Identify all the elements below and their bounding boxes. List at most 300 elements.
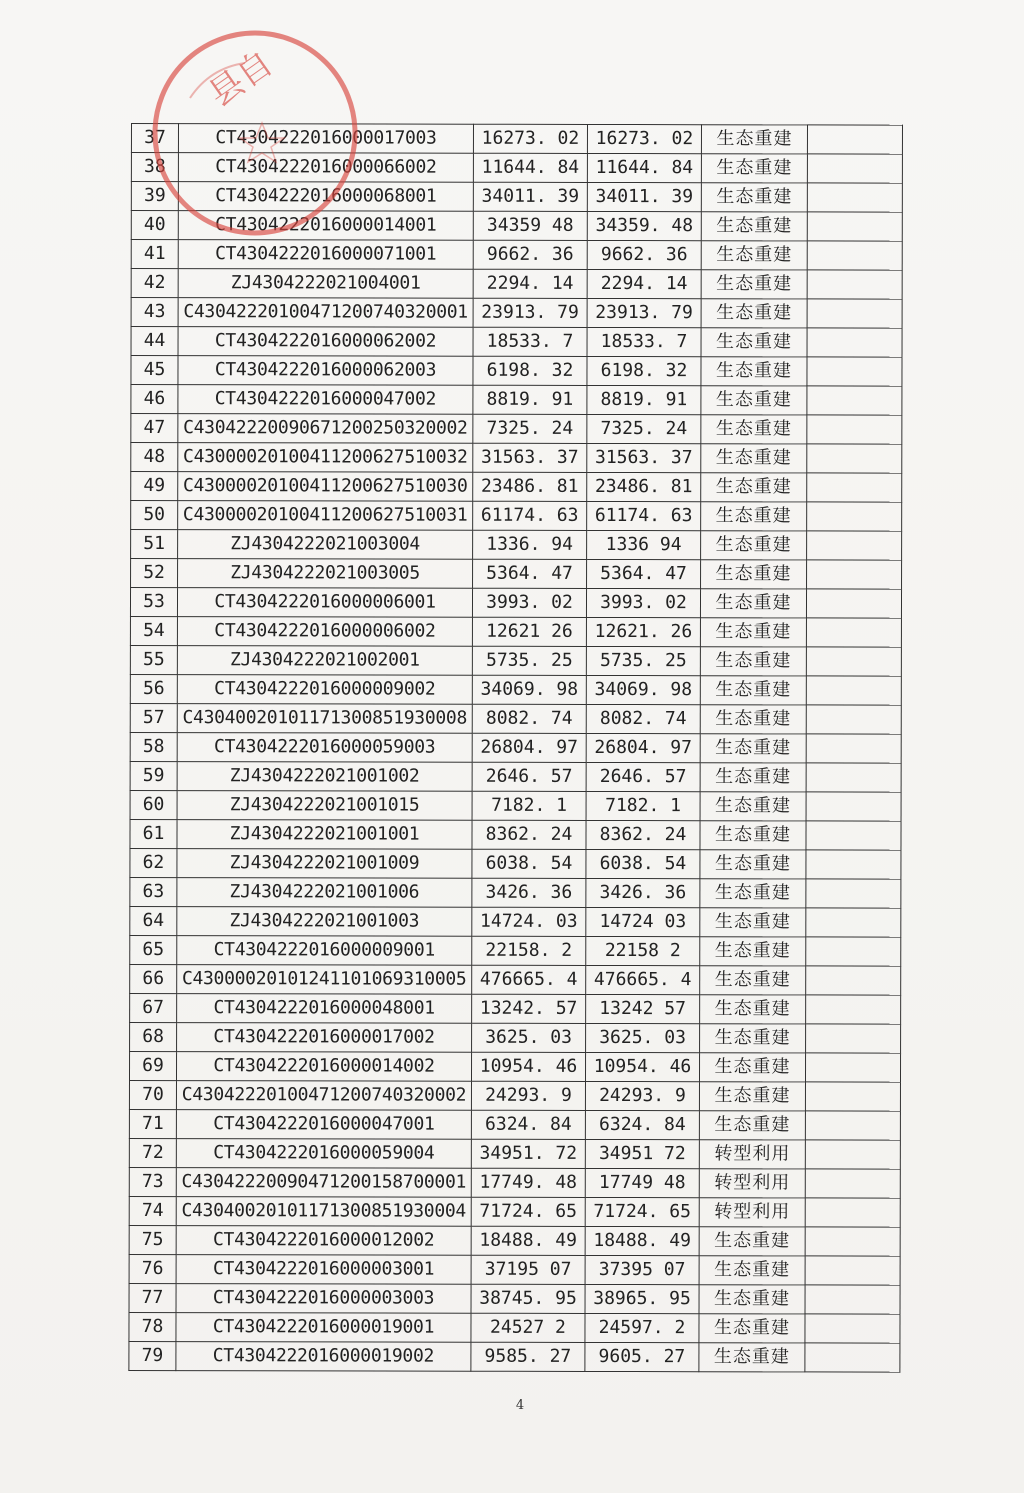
parcel-code: C43042220090471200158700001 — [176, 1168, 471, 1198]
row-number: 77 — [129, 1283, 176, 1312]
area-value-1: 12621 26 — [472, 617, 586, 646]
remarks-cell — [805, 1314, 900, 1343]
remarks-cell — [807, 328, 902, 357]
land-use-type: 生态重建 — [699, 1227, 805, 1256]
remarks-cell — [807, 386, 902, 415]
land-use-type: 生态重建 — [701, 444, 807, 473]
land-use-type: 生态重建 — [699, 1285, 805, 1314]
remarks-cell — [806, 705, 901, 734]
table-row — [131, 182, 902, 213]
parcel-code: ZJ4304222021001009 — [177, 849, 472, 879]
area-value-1: 8082. 74 — [472, 704, 586, 733]
parcel-table — [128, 123, 903, 1373]
table-row — [130, 588, 901, 619]
row-number: 54 — [130, 616, 177, 645]
area-value-1: 6038. 54 — [472, 849, 586, 878]
area-value-2: 5364. 47 — [587, 559, 701, 588]
table-row — [131, 530, 902, 561]
remarks-cell — [805, 1227, 900, 1256]
row-number: 58 — [130, 732, 177, 761]
remarks-cell — [805, 1111, 900, 1140]
table-row — [131, 414, 902, 445]
remarks-cell — [807, 270, 902, 299]
area-value-1: 8362. 24 — [472, 820, 586, 849]
remarks-cell — [807, 502, 902, 531]
land-use-type: 生态重建 — [700, 1024, 806, 1053]
land-use-type: 生态重建 — [701, 357, 807, 386]
area-value-2: 26804. 97 — [586, 733, 700, 762]
area-value-2: 23486. 81 — [587, 472, 701, 501]
row-number: 76 — [129, 1254, 176, 1283]
row-number: 55 — [130, 645, 177, 674]
parcel-code: CT4304222016000014002 — [176, 1052, 471, 1082]
land-use-type: 生态重建 — [700, 792, 806, 821]
area-value-1: 3426. 36 — [472, 878, 586, 907]
parcel-code: CT4304222016000019001 — [176, 1313, 471, 1343]
remarks-cell — [806, 763, 901, 792]
area-value-2: 34359. 48 — [587, 211, 701, 240]
area-value-2: 2646. 57 — [586, 762, 700, 791]
table-row — [130, 645, 901, 676]
area-value-1: 9662. 36 — [473, 240, 587, 269]
area-value-1: 61174. 63 — [473, 501, 587, 530]
table-row — [131, 443, 902, 474]
area-value-1: 24527 2 — [471, 1313, 585, 1342]
parcel-table-body — [129, 124, 903, 1373]
table-row — [129, 1138, 900, 1169]
land-use-type: 生态重建 — [700, 763, 806, 792]
remarks-cell — [806, 1024, 901, 1053]
land-use-type: 生态重建 — [700, 879, 806, 908]
parcel-code: CT4304222016000066002 — [178, 153, 473, 183]
parcel-code: CT4304222016000006002 — [177, 617, 472, 647]
row-number: 41 — [131, 240, 178, 269]
area-value-2: 9605. 27 — [585, 1342, 699, 1371]
area-value-1: 6198. 32 — [473, 356, 587, 385]
row-number: 61 — [130, 819, 177, 848]
remarks-cell — [805, 1285, 900, 1314]
row-number: 48 — [131, 443, 178, 472]
table-row — [130, 935, 901, 966]
area-value-2: 7325. 24 — [587, 414, 701, 443]
remarks-cell — [805, 1169, 900, 1198]
row-number: 62 — [130, 848, 177, 877]
area-value-1: 10954. 46 — [471, 1052, 585, 1081]
area-value-1: 5364. 47 — [473, 559, 587, 588]
table-row — [129, 1225, 900, 1256]
area-value-2: 24293. 9 — [585, 1081, 699, 1110]
table-row — [131, 298, 902, 329]
parcel-code: ZJ4304222021001015 — [177, 791, 472, 821]
remarks-cell — [806, 937, 901, 966]
row-number: 45 — [131, 356, 178, 385]
area-value-2: 38965. 95 — [585, 1284, 699, 1313]
row-number: 64 — [130, 906, 177, 935]
table-row — [131, 501, 902, 532]
remarks-cell — [806, 850, 901, 879]
land-use-type: 生态重建 — [701, 270, 807, 299]
table-row — [129, 1341, 900, 1372]
area-value-1: 23913. 79 — [473, 298, 587, 327]
row-number: 51 — [131, 530, 178, 559]
area-value-2: 8082. 74 — [586, 704, 700, 733]
remarks-cell — [807, 212, 902, 241]
parcel-code: CT4304222016000014001 — [178, 211, 473, 241]
parcel-code: ZJ4304222021001002 — [177, 762, 472, 792]
area-value-2: 37395 07 — [585, 1255, 699, 1284]
table-row — [129, 1167, 900, 1198]
area-value-1: 3993. 02 — [472, 588, 586, 617]
table-row — [131, 385, 902, 416]
land-use-type: 生态重建 — [701, 183, 807, 212]
land-use-type: 生态重建 — [701, 386, 807, 415]
land-use-type: 生态重建 — [700, 705, 806, 734]
area-value-2: 7182. 1 — [586, 791, 700, 820]
land-use-type: 生态重建 — [700, 821, 806, 850]
area-value-2: 6198. 32 — [587, 356, 701, 385]
parcel-code: CT4304222016000071001 — [178, 240, 473, 270]
row-number: 72 — [129, 1138, 176, 1167]
land-use-type: 生态重建 — [700, 937, 806, 966]
remarks-cell — [806, 589, 901, 618]
land-use-type: 生态重建 — [701, 560, 807, 589]
row-number: 65 — [130, 935, 177, 964]
remarks-cell — [807, 531, 902, 560]
land-use-type: 生态重建 — [699, 1314, 805, 1343]
area-value-1: 8819. 91 — [473, 385, 587, 414]
row-number: 47 — [131, 414, 178, 443]
area-value-2: 11644. 84 — [587, 153, 701, 182]
area-value-2: 18488. 49 — [585, 1226, 699, 1255]
remarks-cell — [807, 473, 902, 502]
land-use-type: 生态重建 — [700, 589, 806, 618]
remarks-cell — [807, 125, 902, 154]
row-number: 73 — [129, 1167, 176, 1196]
row-number: 38 — [131, 153, 178, 182]
remarks-cell — [805, 1082, 900, 1111]
table-row — [131, 240, 902, 271]
remarks-cell — [806, 676, 901, 705]
area-value-2: 8819. 91 — [587, 385, 701, 414]
area-value-2: 6038. 54 — [586, 849, 700, 878]
area-value-1: 24293. 9 — [471, 1081, 585, 1110]
table-row — [129, 1080, 900, 1111]
area-value-1: 5735. 25 — [472, 646, 586, 675]
row-number: 43 — [131, 298, 178, 327]
land-use-type: 生态重建 — [700, 908, 806, 937]
svg-text:县自: 县自 — [201, 43, 281, 116]
parcel-code: ZJ4304222021004001 — [178, 269, 473, 299]
remarks-cell — [806, 821, 901, 850]
parcel-code: CT4304222016000009001 — [177, 936, 472, 966]
area-value-1: 2646. 57 — [472, 762, 586, 791]
row-number: 69 — [129, 1051, 176, 1080]
parcel-code: C43040020101171300851930004 — [176, 1197, 471, 1227]
parcel-code: CT4304222016000019002 — [176, 1342, 471, 1372]
table-row — [129, 1312, 900, 1343]
area-value-2: 34011. 39 — [587, 182, 701, 211]
area-value-1: 34951. 72 — [471, 1139, 585, 1168]
area-value-2: 6324. 84 — [585, 1110, 699, 1139]
area-value-2: 34069. 98 — [586, 675, 700, 704]
land-use-type: 生态重建 — [700, 966, 806, 995]
parcel-code: CT4304222016000006001 — [177, 588, 472, 618]
land-use-type: 生态重建 — [701, 415, 807, 444]
area-value-2: 22158 2 — [586, 936, 700, 965]
area-value-2: 12621. 26 — [586, 617, 700, 646]
land-use-type: 转型利用 — [699, 1198, 805, 1227]
area-value-1: 18533. 7 — [473, 327, 587, 356]
area-value-1: 1336. 94 — [473, 530, 587, 559]
table-row — [131, 211, 902, 242]
row-number: 50 — [131, 501, 178, 530]
table-row — [129, 1196, 900, 1227]
area-value-1: 34069. 98 — [472, 675, 586, 704]
parcel-code: CT4304222016000068001 — [178, 182, 473, 212]
row-number: 66 — [130, 964, 177, 993]
remarks-cell — [805, 1198, 900, 1227]
row-number: 74 — [129, 1196, 176, 1225]
table-row — [129, 1283, 900, 1314]
row-number: 37 — [131, 124, 178, 153]
row-number: 49 — [131, 472, 178, 501]
table-row — [130, 732, 901, 763]
land-use-type: 转型利用 — [699, 1169, 805, 1198]
row-number: 52 — [131, 559, 178, 588]
table-row — [131, 559, 902, 590]
remarks-cell — [807, 154, 902, 183]
parcel-code: C43040020101171300851930008 — [177, 704, 472, 734]
remarks-cell — [806, 995, 901, 1024]
land-use-type: 生态重建 — [701, 502, 807, 531]
land-use-type: 生态重建 — [701, 531, 807, 560]
area-value-2: 3625. 03 — [586, 1023, 700, 1052]
land-use-type: 生态重建 — [700, 676, 806, 705]
area-value-1: 17749. 48 — [471, 1168, 585, 1197]
area-value-1: 71724. 65 — [471, 1197, 585, 1226]
land-use-type: 生态重建 — [700, 850, 806, 879]
parcel-code: CT4304222016000048001 — [177, 994, 472, 1024]
table-row — [130, 964, 901, 995]
area-value-2: 71724. 65 — [585, 1197, 699, 1226]
row-number: 39 — [131, 182, 178, 211]
remarks-cell — [806, 879, 901, 908]
land-use-type: 生态重建 — [699, 1256, 805, 1285]
table-row — [130, 703, 901, 734]
remarks-cell — [807, 560, 902, 589]
parcel-code: C43042220090671200250320002 — [178, 414, 473, 444]
parcel-code: CT4304222016000062003 — [178, 356, 473, 386]
parcel-code: C43000020100411200627510030 — [178, 472, 473, 502]
row-number: 44 — [131, 327, 178, 356]
remarks-cell — [806, 966, 901, 995]
remarks-cell — [806, 734, 901, 763]
area-value-1: 7325. 24 — [473, 414, 587, 443]
row-number: 46 — [131, 385, 178, 414]
table-row — [130, 906, 901, 937]
area-value-1: 2294. 14 — [473, 269, 587, 298]
area-value-1: 13242. 57 — [472, 994, 586, 1023]
land-use-type: 生态重建 — [700, 618, 806, 647]
parcel-code: CT4304222016000003001 — [176, 1255, 471, 1285]
row-number: 60 — [130, 790, 177, 819]
area-value-2: 34951 72 — [585, 1139, 699, 1168]
area-value-1: 16273. 02 — [473, 124, 587, 153]
area-value-1: 18488. 49 — [471, 1226, 585, 1255]
remarks-cell — [806, 618, 901, 647]
area-value-1: 31563. 37 — [473, 443, 587, 472]
land-use-type: 生态重建 — [699, 1343, 805, 1372]
row-number: 53 — [130, 588, 177, 617]
row-number: 42 — [131, 269, 178, 298]
parcel-code: C43000020101241101069310005 — [177, 965, 472, 995]
area-value-2: 24597. 2 — [585, 1313, 699, 1342]
area-value-2: 2294. 14 — [587, 269, 701, 298]
table-row — [130, 761, 901, 792]
row-number: 40 — [131, 211, 178, 240]
land-use-type: 转型利用 — [699, 1140, 805, 1169]
table-row — [129, 1109, 900, 1140]
remarks-cell — [807, 415, 902, 444]
area-value-2: 17749 48 — [585, 1168, 699, 1197]
land-use-type: 生态重建 — [701, 328, 807, 357]
table-row — [131, 153, 902, 184]
parcel-code: C43042220100471200740320001 — [178, 298, 473, 328]
remarks-cell — [807, 299, 902, 328]
area-value-2: 1336 94 — [587, 530, 701, 559]
table-row — [130, 819, 901, 850]
area-value-1: 22158. 2 — [472, 936, 586, 965]
row-number: 59 — [130, 761, 177, 790]
area-value-2: 31563. 37 — [587, 443, 701, 472]
table-row — [129, 1254, 900, 1285]
remarks-cell — [806, 908, 901, 937]
row-number: 78 — [129, 1312, 176, 1341]
remarks-cell — [807, 444, 902, 473]
area-value-1: 23486. 81 — [473, 472, 587, 501]
remarks-cell — [807, 357, 902, 386]
parcel-code: CT4304222016000047001 — [176, 1110, 471, 1140]
area-value-1: 14724. 03 — [472, 907, 586, 936]
parcel-code: C43000020100411200627510031 — [178, 501, 473, 531]
parcel-code: ZJ4304222021003004 — [178, 530, 473, 560]
area-value-2: 3993. 02 — [586, 588, 700, 617]
table-row — [131, 124, 902, 155]
page-number: 4 — [515, 1398, 525, 1413]
table-row — [130, 790, 901, 821]
table-row — [130, 1022, 901, 1053]
area-value-2: 13242 57 — [586, 994, 700, 1023]
land-use-type: 生态重建 — [699, 1111, 805, 1140]
remarks-cell — [807, 183, 902, 212]
parcel-code: ZJ4304222021002001 — [177, 646, 472, 676]
land-use-type: 生态重建 — [701, 473, 807, 502]
area-value-2: 16273. 02 — [587, 124, 701, 153]
area-value-1: 6324. 84 — [471, 1110, 585, 1139]
land-use-type: 生态重建 — [699, 1053, 805, 1082]
row-number: 57 — [130, 703, 177, 732]
area-value-1: 38745. 95 — [471, 1284, 585, 1313]
area-value-1: 9585. 27 — [471, 1342, 585, 1371]
land-use-type: 生态重建 — [700, 995, 806, 1024]
parcel-code: C43042220100471200740320002 — [176, 1081, 471, 1111]
parcel-code: CT4304222016000017002 — [177, 1023, 472, 1053]
table-row — [131, 269, 902, 300]
area-value-1: 37195 07 — [471, 1255, 585, 1284]
area-value-1: 3625. 03 — [472, 1023, 586, 1052]
parcel-code: CT4304222016000062002 — [178, 327, 473, 357]
land-use-type: 生态重建 — [701, 241, 807, 270]
area-value-2: 476665. 4 — [586, 965, 700, 994]
parcel-code: ZJ4304222021001001 — [177, 820, 472, 850]
parcel-code: CT4304222016000017003 — [178, 124, 473, 154]
land-use-type: 生态重建 — [699, 1082, 805, 1111]
row-number: 67 — [130, 993, 177, 1022]
land-use-type: 生态重建 — [700, 734, 806, 763]
area-value-2: 61174. 63 — [587, 501, 701, 530]
parcel-code: ZJ4304222021003005 — [178, 559, 473, 589]
parcel-code: CT4304222016000047002 — [178, 385, 473, 415]
parcel-code: CT4304222016000059004 — [176, 1139, 471, 1169]
land-use-type: 生态重建 — [701, 154, 807, 183]
area-value-2: 10954. 46 — [585, 1052, 699, 1081]
parcel-code: C43000020100411200627510032 — [178, 443, 473, 473]
area-value-2: 23913. 79 — [587, 298, 701, 327]
row-number: 79 — [129, 1341, 176, 1370]
parcel-code: CT4304222016000059003 — [177, 733, 472, 763]
remarks-cell — [805, 1140, 900, 1169]
parcel-code: ZJ4304222021001006 — [177, 878, 472, 908]
remarks-cell — [805, 1053, 900, 1082]
land-use-type: 生态重建 — [700, 647, 806, 676]
area-value-1: 26804. 97 — [472, 733, 586, 762]
area-value-1: 11644. 84 — [473, 153, 587, 182]
area-value-1: 7182. 1 — [472, 791, 586, 820]
row-number: 70 — [129, 1080, 176, 1109]
area-value-1: 34359 48 — [473, 211, 587, 240]
remarks-cell — [806, 647, 901, 676]
parcel-code: CT4304222016000009002 — [177, 675, 472, 705]
remarks-cell — [805, 1256, 900, 1285]
land-use-type: 生态重建 — [701, 125, 807, 154]
land-use-type: 生态重建 — [701, 212, 807, 241]
parcel-code: ZJ4304222021001003 — [177, 907, 472, 937]
area-value-2: 8362. 24 — [586, 820, 700, 849]
table-row — [130, 877, 901, 908]
land-use-type: 生态重建 — [701, 299, 807, 328]
area-value-2: 3426. 36 — [586, 878, 700, 907]
row-number: 71 — [129, 1109, 176, 1138]
table-row — [131, 356, 902, 387]
parcel-code: CT4304222016000012002 — [176, 1226, 471, 1256]
row-number: 63 — [130, 877, 177, 906]
row-number: 56 — [130, 674, 177, 703]
parcel-code: CT4304222016000003003 — [176, 1284, 471, 1314]
remarks-cell — [805, 1343, 900, 1372]
table-row — [131, 327, 902, 358]
area-value-2: 5735. 25 — [586, 646, 700, 675]
table-row — [130, 616, 901, 647]
remarks-cell — [807, 241, 902, 270]
row-number: 68 — [130, 1022, 177, 1051]
remarks-cell — [806, 792, 901, 821]
table-row — [130, 848, 901, 879]
table-row — [129, 1051, 900, 1082]
table-row — [130, 674, 901, 705]
table-row — [131, 472, 902, 503]
area-value-1: 34011. 39 — [473, 182, 587, 211]
area-value-2: 18533. 7 — [587, 327, 701, 356]
